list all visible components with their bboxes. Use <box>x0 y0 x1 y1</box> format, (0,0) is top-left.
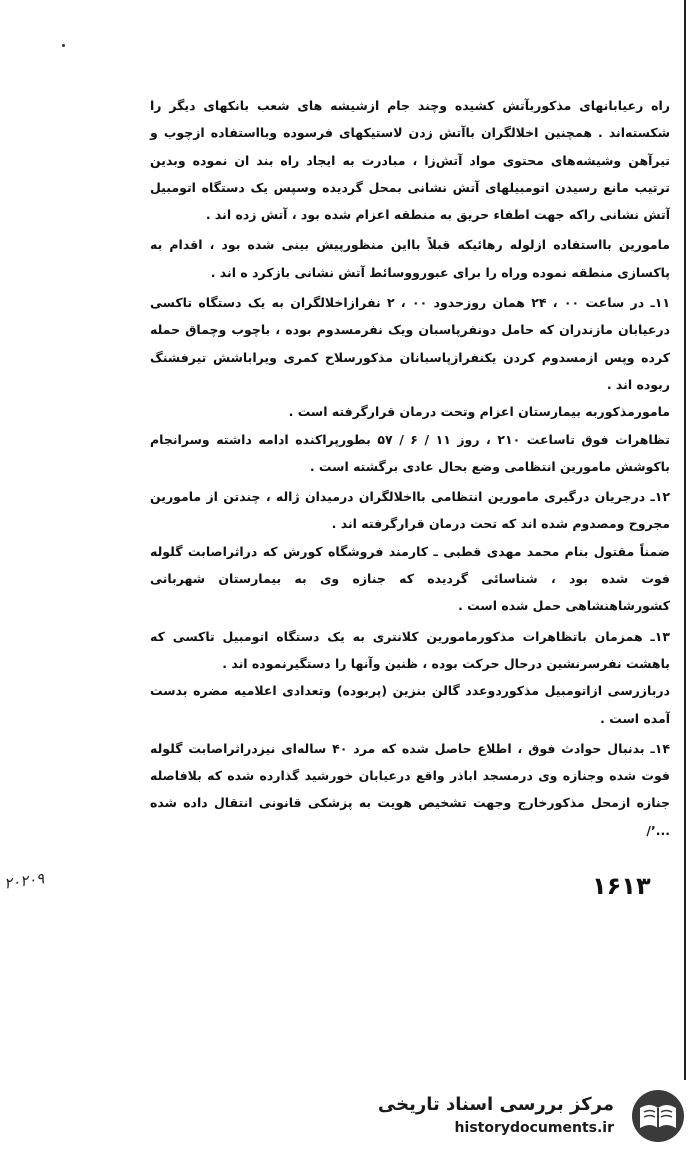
archive-url: historydocuments.ir <box>454 1120 614 1136</box>
paragraph-10: ۱۴ـ بدنبال حوادث فوق ، اطلاع حاصل شده که مرد ۴۰ ساله‌ای نیزدراثراصابت گلوله فوت شده وجنازه وی درمسجد اباذر واقع درعیابان خورشید گذارده شده که بلافاصله جنازه ازمحل مذکورخارج وجهت تشخیص هویت به پزشکی قانونی انتقال داده شده ...٬/ <box>150 740 670 838</box>
page-number: ۱۶۱۳ <box>592 872 651 900</box>
paragraph-7: ضمناً مقتول بنام محمد مهدی قطبی ـ کارمند فروشگاه کورش که دراثراصابت گلوله فوت شده بود ، شناسائی گردیده که جنازه وی به بیمارستان شهربانی کشورشاهنشاهی حمل شده است . <box>150 543 670 614</box>
book-logo-icon <box>626 1086 690 1146</box>
document-body <box>150 92 670 844</box>
paragraph-2: مامورین بااستفاده ازلوله رهائیکه قبلاً بااین منظورپیش بینی شده بود ، اقدام به پاکسازی منطقه نموده وراه را برای عبورووسائط آتش نشانی بازکرد ه اند . <box>150 237 670 280</box>
paragraph-3: ۱۱ـ در ساعت ۰۰ ، ۲۴ همان روزحدود ۰۰ ، ۲ نفرازاخلالگران به یک دستگاه تاکسی درعیابان مازندران که حامل دونفرپاسبان ویک نفرمسدوم بوده ، باچوب وچماق حمله کرده وپس ازمسدوم کردن یکنفرازپاسبانان مذکورسلاح کمری ویراباشش تیرفشنگ ربوده اند . <box>150 295 671 392</box>
archive-title: مرکز بررسی اسناد تاریخی <box>377 1094 614 1115</box>
scan-speck <box>62 44 65 47</box>
paragraph-5: تظاهرات فوق تاساعت ۲۱۰ ، روز ۱۱ / ۶ / ۵۷ بطورپراکنده ادامه داشته وسرانجام باکوشش مامورین انتظامی وضع بحال عادی برگشته است . <box>150 431 670 474</box>
paragraph-6: ۱۲ـ درجریان درگیری مامورین انتظامی بااخلالگران درمیدان ژاله ، چندتن از مامورین مجروح ومصدوم شده اند که تحت درمان قرارگرفته اند . <box>150 489 670 532</box>
page-edge-line <box>684 0 686 1080</box>
paragraph-1: راه رعیابانهای مذکوربآتش کشیده وچند جام ازشیشه های شعب بانکهای دیگر را شکسته‌اند . همچنین اخلالگران باآتش زدن لاستیکهای فرسوده وبااستفاده ازچوب و تیرآهن وشیشه‌های محتوی مواد آتش‌زا ، مبادرت به ایجاد راه بند ان نموده وبدین ترتیب مانع رسیدن اتومبیلهای آتش نشانی بمحل گردیده وسپس یک دستگاه اتومبیل آتش نشانی راکه جهت اطفاء حریق به منطقه اعزام شده بود ، آتش زده اند . <box>150 98 670 223</box>
paragraph-8: ۱۳ـ همزمان باتظاهرات مذکورمامورین کلانتری به یک دستگاه اتومبیل تاکسی که باهشت نفرسرنشین درحال حرکت بوده ، ظنین وآنها را دستگیرنموده اند . <box>150 628 670 671</box>
handwritten-margin-note: ۲۰۲۰۹ <box>2 869 46 893</box>
paragraph-9: دربازرسی ازاتومبیل مذکوردوعدد گالن بنزین (پربوده) وتعدادی اعلامیه مضره بدست آمده است . <box>150 683 670 726</box>
paragraph-4: مامورمذکوربه بیمارستان اعزام وتحت درمان قرارگرفته است . <box>288 404 670 420</box>
archive-watermark <box>377 1082 694 1148</box>
